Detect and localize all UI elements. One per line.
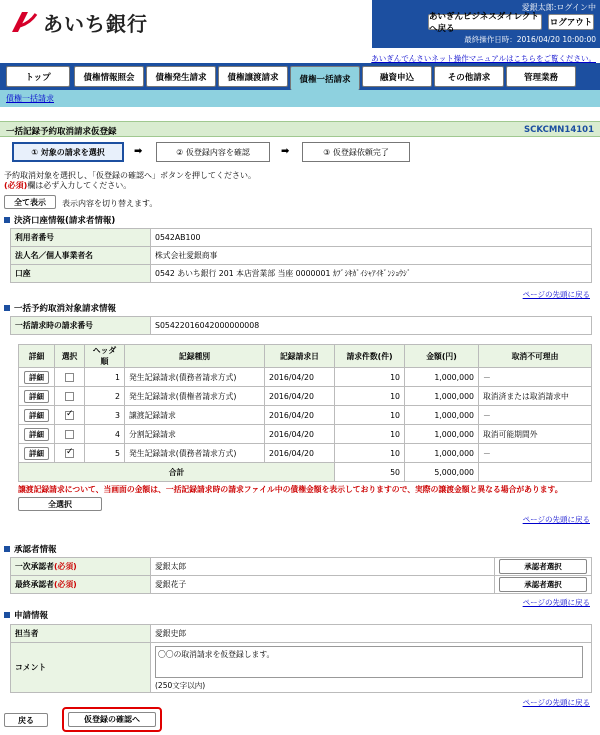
show-all-button[interactable]: 全て表示 <box>4 195 56 209</box>
record-type: 発生記録請求(債務者請求方式) <box>125 444 265 463</box>
amount: 1,000,000 <box>405 368 479 387</box>
request-date: 2016/04/20 <box>265 368 335 387</box>
total-amount: 5,000,000 <box>405 463 479 482</box>
company-name-value: 株式会社愛銀商事 <box>151 247 592 265</box>
request-count: 10 <box>335 406 405 425</box>
target-heading: 一括予約取消対象請求情報 <box>4 302 116 314</box>
col-header: 取消不可理由 <box>479 345 592 368</box>
approver-table <box>10 557 592 594</box>
instruction-text: 予約取消対象を選択し、「仮登録の確認へ」ボタンを押してください。 <box>4 171 256 180</box>
record-type: 分割記録請求 <box>125 425 265 444</box>
field-label: 口座 <box>11 265 151 283</box>
step-1: ① 対象の請求を選択 <box>12 142 124 162</box>
cancel-reason: － <box>479 368 592 387</box>
required-mark: (必須) <box>53 562 77 571</box>
field-label: 利用者番号 <box>11 229 151 247</box>
col-header: 金額(円) <box>405 345 479 368</box>
first-approver-value: 愛銀太郎 <box>151 558 495 576</box>
detail-button[interactable]: 詳細 <box>24 371 49 384</box>
request-number-table <box>10 316 592 335</box>
request-count: 10 <box>335 425 405 444</box>
record-type: 譲渡記録請求 <box>125 406 265 425</box>
header-order: 3 <box>85 406 125 425</box>
page-title-bar <box>0 121 600 137</box>
sub-navigation <box>0 90 600 107</box>
tab-top[interactable]: トップ <box>6 66 70 87</box>
comment-hint: (250文字以内) <box>155 681 206 690</box>
user-number-value: 0542AB100 <box>151 229 592 247</box>
logout-button[interactable]: ログアウト <box>548 14 594 30</box>
record-type: 発生記録請求(債権者請求方式) <box>125 387 265 406</box>
user-panel <box>372 0 600 48</box>
page-title: 一括記録予約取消請求仮登録 <box>6 127 117 137</box>
detail-button[interactable]: 詳細 <box>24 390 49 403</box>
screen-code: SCKCMN14101 <box>524 125 594 135</box>
header-order: 5 <box>85 444 125 463</box>
field-label: 一括請求時の請求番号 <box>11 317 151 335</box>
header-order: 1 <box>85 368 125 387</box>
manual-link[interactable]: あいぎんでんさいネット操作マニュアルはこちらをご覧ください。 <box>371 54 596 63</box>
detail-button[interactable]: 詳細 <box>24 447 49 460</box>
page-top-link[interactable]: ページの先頭に戻る <box>522 290 590 299</box>
apply-table <box>10 624 592 693</box>
select-checkbox[interactable] <box>65 373 74 382</box>
col-header: 詳細 <box>19 345 55 368</box>
cancel-reason: － <box>479 444 592 463</box>
staff-value: 愛銀史郎 <box>151 625 592 643</box>
bank-name: あいち銀行 <box>43 12 148 36</box>
request-date: 2016/04/20 <box>265 387 335 406</box>
tab-transfer[interactable]: 債権譲渡請求 <box>218 66 288 87</box>
col-header: 記録請求日 <box>265 345 335 368</box>
select-all-button[interactable]: 全選択 <box>18 497 102 511</box>
tab-issue[interactable]: 債権発生請求 <box>146 66 216 87</box>
step-arrow-icon: ➡ <box>134 146 143 157</box>
table-row <box>19 406 592 425</box>
field-label: 一次承認者 <box>15 562 54 571</box>
confirm-button[interactable]: 仮登録の確認へ <box>68 712 156 727</box>
header-order: 4 <box>85 425 125 444</box>
table-row <box>19 425 592 444</box>
final-approver-select-button[interactable]: 承認者選択 <box>499 577 587 592</box>
table-row <box>19 444 592 463</box>
total-label: 合計 <box>19 463 335 482</box>
cancel-reason: 取消済または取消請求中 <box>479 387 592 406</box>
header-order: 2 <box>85 387 125 406</box>
amount: 1,000,000 <box>405 406 479 425</box>
instruction-required: 欄は必ず入力してください。 <box>27 181 132 190</box>
user-status: 愛銀太郎:ログイン中 <box>521 3 596 12</box>
final-approver-value: 愛銀花子 <box>151 576 495 594</box>
bank-logo-icon <box>8 10 38 34</box>
direct-button[interactable]: あいぎんビジネスダイレクトへ戻る <box>428 14 542 30</box>
step-2: ② 仮登録内容を確認 <box>156 142 270 162</box>
header <box>0 0 600 48</box>
total-row <box>19 463 592 482</box>
field-label: 担当者 <box>11 625 151 643</box>
request-count: 10 <box>335 444 405 463</box>
tab-other[interactable]: その他請求 <box>434 66 504 87</box>
request-date: 2016/04/20 <box>265 406 335 425</box>
required-mark: (必須) <box>4 181 28 190</box>
detail-button[interactable]: 詳細 <box>24 409 49 422</box>
page-top-link[interactable]: ページの先頭に戻る <box>522 598 590 607</box>
detail-button[interactable]: 詳細 <box>24 428 49 441</box>
settlement-table <box>10 228 592 283</box>
page-top-link[interactable]: ページの先頭に戻る <box>522 515 590 524</box>
field-label: コメント <box>11 643 151 693</box>
back-button[interactable]: 戻る <box>4 713 48 727</box>
tab-loan[interactable]: 融資申込 <box>362 66 432 87</box>
select-checkbox[interactable] <box>65 392 74 401</box>
step-3: ③ 仮登録依頼完了 <box>302 142 410 162</box>
select-checkbox[interactable] <box>65 449 74 458</box>
table-row <box>19 387 592 406</box>
comment-textarea[interactable]: 〇〇の取消請求を仮登録します。 <box>155 646 583 678</box>
request-date: 2016/04/20 <box>265 425 335 444</box>
select-checkbox[interactable] <box>65 430 74 439</box>
approver-heading: 承認者情報 <box>4 543 57 555</box>
cancel-reason: 取消可能期間外 <box>479 425 592 444</box>
step-arrow-icon: ➡ <box>281 146 290 157</box>
col-header: 請求件数(件) <box>335 345 405 368</box>
apply-heading: 申請情報 <box>4 609 48 621</box>
record-type: 発生記録請求(債務者請求方式) <box>125 368 265 387</box>
transfer-warning: 譲渡記録請求について、当画面の金額は、一括記録請求時の請求ファイル中の債権金額を表示しておりますので、実際の譲渡金額と異なる場合があります。 <box>18 485 563 494</box>
tab-batch[interactable]: 債権一括請求 <box>290 66 360 90</box>
col-header: ヘッダ順 <box>85 345 125 368</box>
request-count: 10 <box>335 368 405 387</box>
request-count: 10 <box>335 387 405 406</box>
amount: 1,000,000 <box>405 444 479 463</box>
field-label: 法人名／個人事業者名 <box>11 247 151 265</box>
settlement-heading: 決済口座情報(請求者情報) <box>4 214 115 226</box>
total-count: 50 <box>335 463 405 482</box>
page-top-link[interactable]: ページの先頭に戻る <box>522 698 590 707</box>
subnav-batch-link[interactable]: 債権一括請求 <box>6 94 54 103</box>
amount: 1,000,000 <box>405 425 479 444</box>
request-date: 2016/04/20 <box>265 444 335 463</box>
cancel-reason: － <box>479 406 592 425</box>
select-checkbox[interactable] <box>65 411 74 420</box>
amount: 1,000,000 <box>405 387 479 406</box>
tab-inquiry[interactable]: 債権情報照会 <box>74 66 144 87</box>
request-number-value: S05422016042000000008 <box>151 317 592 335</box>
last-operation: 最終操作日時：2016/04/20 10:00:00 <box>464 35 596 44</box>
field-label: 最終承認者 <box>15 580 54 589</box>
table-row <box>19 368 592 387</box>
request-list-table <box>18 344 592 482</box>
toggle-label: 表示内容を切り替えます。 <box>62 199 158 208</box>
account-value: 0542 あいち銀行 201 本店営業部 当座 0000001 ｶﾌﾞｼｷｶﾞｲｼｬｱｲｷﾞﾝｼｮｳｼﾞ <box>151 265 592 283</box>
col-header: 選択 <box>55 345 85 368</box>
first-approver-select-button[interactable]: 承認者選択 <box>499 559 587 574</box>
required-mark: (必須) <box>53 580 77 589</box>
col-header: 記録種別 <box>125 345 265 368</box>
tab-admin[interactable]: 管理業務 <box>506 66 576 87</box>
